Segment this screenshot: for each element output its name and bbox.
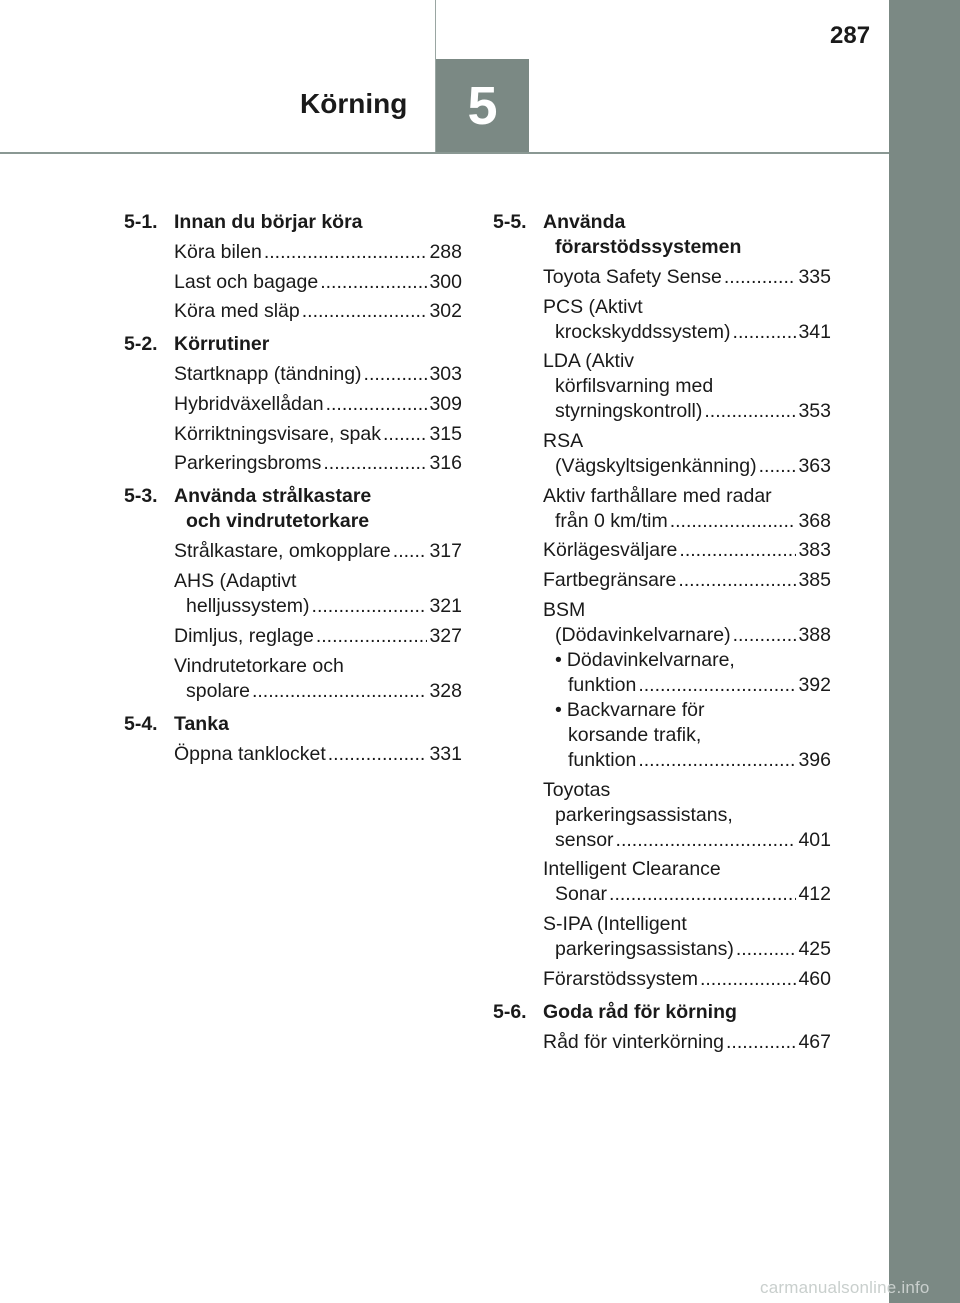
toc-entry-text: körfilsvarning med bbox=[555, 375, 714, 398]
toc-entries bbox=[124, 362, 462, 476]
toc-entry-line bbox=[174, 539, 462, 564]
toc-entry[interactable] bbox=[543, 857, 831, 907]
dot-leader bbox=[670, 509, 797, 534]
section-number: 5-5. bbox=[493, 211, 527, 233]
dot-leader bbox=[616, 828, 797, 853]
dot-leader bbox=[724, 265, 797, 290]
toc-entry-line bbox=[174, 451, 462, 476]
toc-entry-line bbox=[174, 742, 462, 767]
dot-leader bbox=[638, 673, 796, 698]
toc-page-number: 327 bbox=[429, 624, 462, 647]
chapter-number-tab bbox=[436, 59, 529, 152]
toc-section bbox=[493, 210, 831, 992]
toc-entry[interactable] bbox=[543, 538, 831, 563]
toc-page-number: 396 bbox=[798, 748, 831, 771]
toc-entry[interactable] bbox=[543, 967, 831, 992]
section-heading bbox=[493, 1000, 831, 1025]
toc-section bbox=[493, 1000, 831, 1055]
toc-entry-line bbox=[543, 912, 831, 937]
toc-entry-text: Hybridväxellådan bbox=[174, 393, 324, 416]
toc-section bbox=[124, 484, 462, 703]
section-title bbox=[174, 484, 462, 534]
toc-page-number: 385 bbox=[798, 569, 831, 592]
toc-entry[interactable] bbox=[543, 778, 831, 853]
section-title bbox=[543, 210, 831, 260]
toc-page-number: 335 bbox=[798, 266, 831, 288]
page-number: 287 bbox=[830, 22, 871, 49]
toc-entry[interactable] bbox=[174, 270, 462, 295]
dot-leader bbox=[316, 624, 428, 649]
toc-column-right bbox=[493, 210, 831, 1063]
toc-entry-line bbox=[543, 349, 831, 374]
section-title-line: Använda strålkastare bbox=[174, 485, 372, 508]
toc-entry-text: Köra med släp bbox=[174, 300, 300, 323]
dot-leader bbox=[383, 422, 427, 447]
dot-leader bbox=[726, 1030, 796, 1055]
toc-entry-text: Toyotas bbox=[543, 778, 611, 801]
section-number: 5-1. bbox=[124, 211, 158, 233]
dot-leader bbox=[364, 362, 428, 387]
toc-entry-line bbox=[543, 509, 831, 534]
dot-leader bbox=[326, 392, 428, 417]
toc-entry[interactable] bbox=[174, 654, 462, 704]
toc-entry-line bbox=[543, 857, 831, 882]
toc-entry-text: Förarstödssystem bbox=[543, 967, 698, 990]
toc-page-number: 388 bbox=[798, 623, 831, 646]
dot-leader bbox=[679, 538, 796, 563]
section-heading bbox=[124, 484, 462, 534]
bullet-icon: • bbox=[555, 698, 562, 721]
toc-entry-line bbox=[543, 265, 831, 290]
chapter-side-bar bbox=[889, 0, 960, 1303]
toc-page-number: 309 bbox=[429, 393, 462, 416]
toc-entry-line bbox=[543, 967, 831, 992]
section-heading bbox=[124, 210, 462, 235]
toc-entry[interactable] bbox=[174, 624, 462, 649]
dot-leader bbox=[312, 594, 428, 619]
toc-subentry-text: korsande trafik, bbox=[568, 723, 702, 746]
toc-subentry-line bbox=[543, 723, 831, 748]
toc-entry-line bbox=[174, 240, 462, 265]
toc-entry-text: från 0 km/tim bbox=[555, 509, 668, 532]
toc-entry[interactable] bbox=[174, 569, 462, 619]
section-number: 5-2. bbox=[124, 333, 158, 356]
toc-entry-line bbox=[543, 484, 831, 509]
toc-entries bbox=[124, 539, 462, 703]
watermark: carmanualsonline.info bbox=[760, 1278, 930, 1297]
toc-page-number: 316 bbox=[429, 452, 462, 475]
toc-entry-line bbox=[174, 270, 462, 295]
toc-page-number: 467 bbox=[798, 1030, 831, 1053]
toc-entry-line bbox=[543, 803, 831, 828]
toc-entry-line bbox=[174, 624, 462, 649]
toc-entry[interactable] bbox=[543, 265, 831, 290]
toc-entry-text: LDA (Aktiv bbox=[543, 350, 635, 373]
toc-entry-line bbox=[543, 538, 831, 563]
toc-entries bbox=[493, 265, 831, 992]
toc-page-number: 425 bbox=[798, 937, 831, 960]
toc-entry-text: Öppna tanklocket bbox=[174, 742, 326, 765]
toc-entries bbox=[124, 240, 462, 324]
section-title bbox=[174, 712, 462, 737]
toc-entry-text: PCS (Aktivt bbox=[543, 295, 643, 318]
dot-leader bbox=[264, 240, 428, 265]
toc-entry-line bbox=[174, 392, 462, 417]
section-number: 5-4. bbox=[124, 712, 158, 735]
section-number: 5-3. bbox=[124, 485, 158, 508]
toc-entry-text: parkeringsassistans, bbox=[555, 803, 733, 826]
section-title-line: Använda bbox=[543, 211, 626, 233]
toc-page-number: 460 bbox=[798, 967, 831, 990]
toc-entry[interactable] bbox=[543, 568, 831, 593]
toc-entry-text: Vindrutetorkare och bbox=[174, 654, 344, 677]
toc-page-number: 328 bbox=[429, 679, 462, 702]
toc-entries bbox=[124, 742, 462, 767]
dot-leader bbox=[704, 399, 796, 424]
toc-entry-text: Sonar bbox=[555, 883, 608, 906]
toc-entry-line bbox=[543, 374, 831, 399]
toc-entry-text: Last och bagage bbox=[174, 270, 319, 293]
toc-entry[interactable] bbox=[174, 539, 462, 564]
dot-leader bbox=[393, 539, 428, 564]
toc-page-number: 412 bbox=[798, 883, 831, 906]
toc-entry[interactable] bbox=[543, 295, 831, 345]
toc-entry[interactable] bbox=[174, 392, 462, 417]
toc-entry-text: Dimljus, reglage bbox=[174, 624, 314, 647]
toc-page-number: 353 bbox=[798, 400, 831, 423]
toc-entry-text: Intelligent Clearance bbox=[543, 858, 721, 881]
toc-page-number: 300 bbox=[429, 270, 462, 293]
toc-section bbox=[124, 712, 462, 767]
toc-entry[interactable] bbox=[174, 240, 462, 265]
section-title bbox=[174, 332, 462, 357]
dot-leader bbox=[320, 270, 427, 295]
dot-leader bbox=[252, 679, 427, 704]
section-title bbox=[543, 1000, 831, 1025]
toc-page-number: 401 bbox=[798, 828, 831, 851]
toc-entry-line bbox=[174, 299, 462, 324]
toc-entry[interactable] bbox=[543, 484, 831, 534]
toc-entry-text: Parkeringsbroms bbox=[174, 452, 322, 475]
toc-entry[interactable] bbox=[543, 429, 831, 479]
toc-entry-text: parkeringsassistans) bbox=[555, 937, 734, 960]
toc-subentry-line bbox=[543, 648, 831, 673]
toc-page-number: 383 bbox=[798, 539, 831, 562]
toc-entry[interactable] bbox=[174, 451, 462, 476]
toc-entry-line bbox=[174, 569, 462, 594]
section-heading bbox=[493, 210, 831, 260]
chapter-number: 5 bbox=[467, 75, 498, 136]
dot-leader bbox=[302, 299, 428, 324]
toc-entry-text: helljussystem) bbox=[186, 595, 310, 618]
toc-entry[interactable] bbox=[543, 912, 831, 962]
toc-subentry-text: Backvarnare för bbox=[566, 698, 705, 721]
toc-entry-line bbox=[543, 429, 831, 454]
toc-entry-line bbox=[543, 399, 831, 424]
toc-entry-text: sensor bbox=[555, 828, 614, 851]
toc-entry-text: Körriktningsvisare, spak bbox=[174, 422, 381, 445]
toc-entry-text: S-IPA (Intelligent bbox=[543, 912, 687, 935]
toc-entry-line bbox=[174, 679, 462, 704]
dot-leader bbox=[759, 454, 797, 479]
section-number: 5-6. bbox=[493, 1000, 527, 1023]
dot-leader bbox=[733, 623, 797, 648]
toc-entry[interactable] bbox=[543, 349, 831, 424]
toc-entry-line bbox=[543, 295, 831, 320]
toc-subentry-line bbox=[543, 673, 831, 698]
toc-entry-line bbox=[543, 623, 831, 648]
toc-entry-text: Toyota Safety Sense bbox=[543, 266, 722, 288]
toc-page-number: 315 bbox=[429, 422, 462, 445]
toc-entry[interactable] bbox=[543, 598, 831, 773]
toc-entry-line bbox=[543, 937, 831, 962]
section-title bbox=[174, 210, 462, 235]
dot-leader bbox=[323, 451, 427, 476]
section-heading bbox=[124, 712, 462, 737]
toc-column-left bbox=[124, 210, 462, 775]
toc-page-number: 302 bbox=[429, 300, 462, 323]
toc-subentry-text: Dödavinkelvarnare, bbox=[566, 648, 735, 671]
toc-page-number: 317 bbox=[429, 540, 462, 563]
toc-entry-line bbox=[543, 454, 831, 479]
toc-entry-text: (Vägskyltsigenkänning) bbox=[555, 455, 757, 478]
section-title-line: Körrutiner bbox=[174, 333, 270, 356]
toc-entry-text: Fartbegränsare bbox=[543, 569, 677, 592]
toc-entry-line bbox=[543, 320, 831, 345]
toc-entry-line bbox=[543, 598, 831, 623]
toc-entry[interactable] bbox=[174, 362, 462, 387]
dot-leader bbox=[733, 320, 797, 345]
toc-page-number: 341 bbox=[798, 320, 831, 343]
toc-entry-line bbox=[174, 654, 462, 679]
toc-page-number: 392 bbox=[798, 673, 831, 696]
toc-entry-text: Aktiv farthållare med radar bbox=[543, 484, 772, 507]
toc-section bbox=[124, 210, 462, 324]
toc-page-number: 303 bbox=[429, 363, 462, 386]
toc-entry-text: Körlägesväljare bbox=[543, 539, 678, 562]
toc-entry-text: AHS (Adaptivt bbox=[174, 570, 297, 593]
bullet-icon: • bbox=[555, 648, 562, 671]
toc-entry-line bbox=[543, 568, 831, 593]
toc-entries bbox=[493, 1030, 831, 1055]
section-title-line: Tanka bbox=[174, 712, 229, 735]
toc-page-number: 288 bbox=[429, 241, 462, 263]
toc-page-number: 321 bbox=[429, 595, 462, 618]
toc-entry-text: RSA bbox=[543, 430, 584, 453]
toc-entry[interactable] bbox=[174, 422, 462, 447]
toc-entry-text: spolare bbox=[186, 679, 250, 702]
section-heading bbox=[124, 332, 462, 357]
toc-entry-text: Köra bilen bbox=[174, 241, 262, 263]
toc-entry-line bbox=[543, 828, 831, 853]
chapter-title: Körning bbox=[300, 88, 408, 119]
toc-page-number: 368 bbox=[798, 509, 831, 532]
toc-entry-text: BSM bbox=[543, 598, 586, 621]
toc-page-number: 363 bbox=[798, 455, 831, 478]
toc-entry-text: (Dödavinkelvarnare) bbox=[555, 623, 731, 646]
toc-entry-line bbox=[543, 882, 831, 907]
dot-leader bbox=[736, 937, 797, 962]
dot-leader bbox=[328, 742, 428, 767]
toc-subentry-text: funktion bbox=[568, 748, 637, 771]
toc-subentry-line bbox=[543, 748, 831, 773]
dot-leader bbox=[609, 882, 796, 907]
section-title-line: förarstödssystemen bbox=[555, 236, 742, 258]
section-title-line: och vindrutetorkare bbox=[186, 510, 370, 533]
toc-entry-text: Råd för vinterkörning bbox=[543, 1030, 725, 1053]
toc-entry[interactable] bbox=[174, 299, 462, 324]
toc-entry-text: Startknapp (tändning) bbox=[174, 363, 362, 386]
toc-section bbox=[124, 332, 462, 476]
dot-leader bbox=[678, 568, 796, 593]
header-divider bbox=[0, 152, 889, 154]
section-title-line: Goda råd för körning bbox=[543, 1000, 737, 1023]
dot-leader bbox=[700, 967, 797, 992]
toc-subentry-line bbox=[543, 698, 831, 723]
toc-entry-line bbox=[543, 1030, 831, 1055]
toc-entry[interactable] bbox=[174, 742, 462, 767]
toc-page-number: 331 bbox=[429, 742, 462, 765]
toc-subentry-text: funktion bbox=[568, 673, 637, 696]
section-title-line: Innan du börjar köra bbox=[174, 211, 363, 233]
toc-entry-line bbox=[174, 594, 462, 619]
toc-entry[interactable] bbox=[543, 1030, 831, 1055]
toc-entry-line bbox=[174, 422, 462, 447]
dot-leader bbox=[638, 748, 796, 773]
toc-entry-text: Strålkastare, omkopplare bbox=[174, 540, 391, 563]
toc-entry-text: styrningskontroll) bbox=[555, 400, 703, 423]
toc-entry-text: krockskyddssystem) bbox=[555, 320, 731, 343]
toc-entry-line bbox=[543, 778, 831, 803]
toc-entry-line bbox=[174, 362, 462, 387]
